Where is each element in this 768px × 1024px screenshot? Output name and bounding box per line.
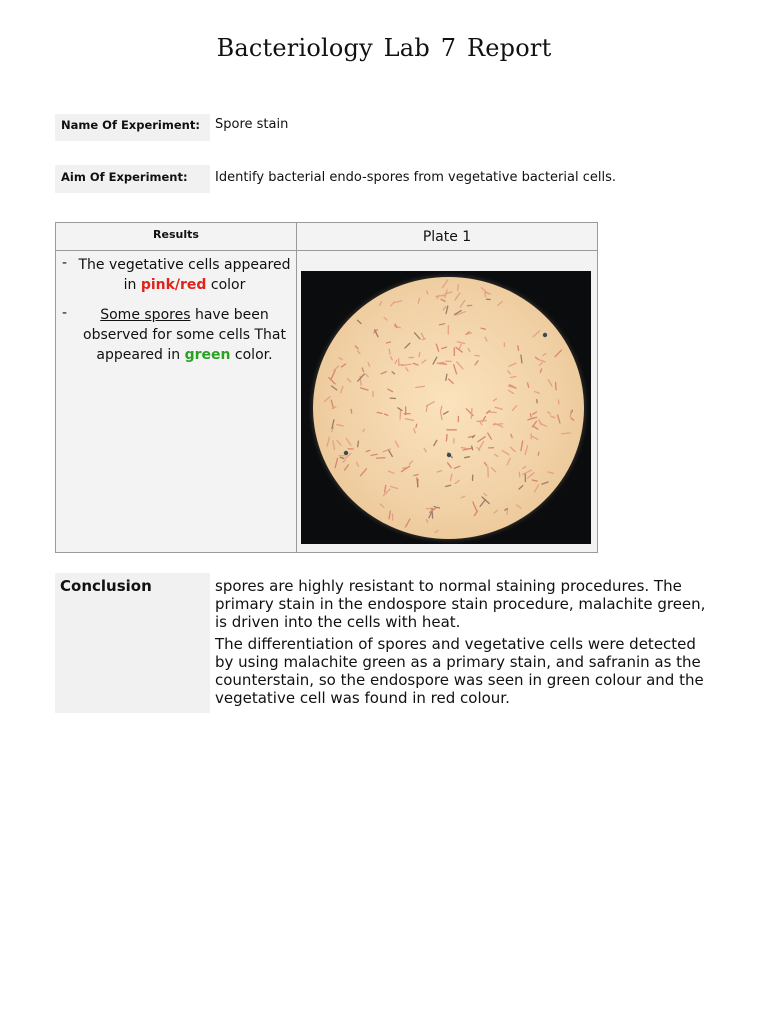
cell-mark — [555, 350, 561, 356]
cell-mark — [347, 379, 350, 382]
green-highlight: green — [184, 347, 231, 363]
cell-mark — [533, 426, 538, 429]
cell-mark — [457, 342, 464, 344]
cell-mark — [440, 324, 445, 325]
cell-mark — [389, 450, 393, 456]
spore-mark — [447, 453, 451, 457]
cell-mark — [502, 451, 509, 455]
cell-mark — [492, 468, 496, 472]
cell-mark — [388, 471, 393, 473]
cell-mark — [409, 461, 412, 464]
cell-mark — [358, 351, 360, 354]
cell-mark — [337, 424, 343, 426]
cell-mark — [532, 480, 537, 481]
cell-mark — [510, 376, 516, 377]
cell-mark — [481, 328, 485, 329]
spore-mark — [543, 333, 547, 337]
cell-mark — [437, 362, 444, 363]
cell-mark — [398, 408, 402, 411]
cell-mark — [461, 448, 466, 449]
cell-mark — [446, 306, 448, 313]
cell-mark — [339, 358, 342, 360]
cell-mark — [517, 505, 521, 508]
cell-mark — [460, 300, 465, 307]
cell-mark — [371, 454, 377, 455]
cell-mark — [535, 392, 540, 394]
cell-mark — [472, 446, 473, 450]
cell-mark — [538, 452, 539, 455]
cell-mark — [473, 502, 477, 511]
cell-mark — [405, 519, 410, 527]
cell-mark — [361, 469, 367, 476]
cell-mark — [455, 293, 460, 300]
cell-mark — [440, 406, 441, 411]
cell-mark — [363, 429, 364, 432]
cell-mark — [333, 441, 335, 450]
cell-mark — [416, 424, 417, 427]
cell-mark — [437, 471, 442, 472]
cell-mark — [365, 374, 368, 377]
result-text: color — [206, 277, 246, 293]
cell-mark — [395, 360, 396, 363]
cell-mark — [475, 361, 478, 365]
cell-mark — [523, 470, 532, 474]
plate-header: Plate 1 — [297, 223, 597, 251]
cell-mark — [427, 291, 428, 294]
cell-mark — [530, 414, 531, 417]
cell-mark — [454, 466, 460, 468]
cell-mark — [345, 465, 349, 470]
cell-mark — [459, 344, 461, 348]
cell-mark — [421, 333, 424, 338]
cell-mark — [446, 485, 451, 486]
cell-mark — [387, 342, 391, 343]
cell-mark — [327, 437, 329, 446]
cell-mark — [513, 406, 517, 411]
cell-mark — [479, 441, 483, 449]
cell-mark — [484, 462, 486, 465]
cell-mark — [457, 362, 463, 369]
cell-mark — [377, 412, 382, 413]
cell-mark — [341, 364, 345, 367]
cell-mark — [507, 458, 510, 464]
cell-mark — [484, 494, 487, 496]
cell-mark — [331, 400, 333, 408]
cell-mark — [405, 419, 413, 421]
cell-mark — [422, 360, 426, 363]
cell-mark — [509, 390, 514, 393]
stained-cells — [313, 277, 584, 539]
cell-mark — [441, 299, 445, 301]
cell-mark — [558, 415, 560, 423]
cell-mark — [405, 343, 410, 348]
cell-mark — [461, 496, 464, 497]
results-header: Results — [56, 223, 297, 251]
cell-mark — [532, 436, 537, 439]
cell-mark — [495, 454, 498, 456]
cell-mark — [444, 412, 448, 415]
cell-mark — [480, 500, 485, 507]
cell-mark — [391, 357, 393, 360]
cell-mark — [446, 374, 447, 380]
cell-mark — [521, 355, 522, 363]
cell-mark — [511, 434, 512, 437]
cell-mark — [340, 457, 343, 458]
cell-mark — [368, 363, 369, 367]
cell-mark — [389, 511, 390, 519]
results-cell — [56, 251, 297, 552]
pink-red-highlight: pink/red — [140, 277, 207, 293]
bullet-marker: - — [62, 305, 68, 321]
cell-mark — [343, 460, 346, 462]
cell-mark — [539, 360, 545, 362]
cell-mark — [356, 462, 358, 466]
cell-mark — [443, 307, 446, 310]
cell-mark — [509, 363, 516, 366]
cell-mark — [528, 383, 529, 387]
result-text: have been observed for some cells That appeared in — [83, 307, 286, 363]
cell-mark — [413, 363, 418, 365]
cell-mark — [355, 346, 358, 349]
result-text: color. — [230, 347, 273, 363]
cell-mark — [419, 353, 420, 357]
cell-mark — [346, 439, 351, 446]
spore-mark — [344, 451, 348, 455]
cell-mark — [448, 379, 453, 383]
cell-mark — [533, 331, 539, 337]
underlined-text: Some spores — [100, 307, 191, 323]
cell-mark — [436, 344, 438, 351]
cell-mark — [528, 417, 537, 420]
cell-mark — [454, 365, 457, 374]
conclusion-paragraph: spores are highly resistant to normal staining procedures. The primary stain in the endospore stain procedure, malachite green, is driven into the cells with heat. — [215, 577, 706, 631]
cell-mark — [389, 349, 390, 354]
results-table — [55, 222, 598, 553]
cell-mark — [418, 298, 419, 303]
cell-mark — [331, 386, 336, 390]
cell-mark — [485, 337, 487, 341]
cell-mark — [335, 458, 337, 467]
cell-mark — [361, 388, 368, 390]
cell-mark — [478, 437, 485, 442]
cell-mark — [539, 362, 542, 365]
cell-mark — [525, 446, 528, 455]
cell-mark — [414, 474, 418, 475]
cell-mark — [508, 371, 511, 374]
cell-mark — [532, 421, 536, 427]
cell-mark — [540, 369, 541, 372]
cell-mark — [395, 441, 398, 447]
conclusion-paragraph: The differentiation of spores and vegetative cells were detected by using malachite green as a primary stain, and safranin as the counterstain, so the endospore was seen in green colour and the vegetative cell was found in red colour. — [215, 635, 704, 707]
cell-mark — [543, 354, 546, 356]
result-text: The vegetative cells appeared in — [78, 257, 291, 293]
slide-field — [313, 277, 584, 539]
cell-mark — [455, 480, 459, 483]
cell-mark — [380, 302, 382, 305]
cell-mark — [465, 457, 470, 458]
bullet-marker: - — [62, 255, 68, 271]
cell-mark — [414, 429, 416, 433]
cell-mark — [442, 280, 447, 288]
cell-mark — [406, 368, 408, 371]
cell-mark — [358, 320, 361, 323]
name-of-experiment-label: Name Of Experiment: — [55, 114, 210, 141]
cell-mark — [448, 463, 452, 468]
result-item-spores — [76, 305, 293, 365]
name-of-experiment-value: Spore stain — [215, 117, 289, 132]
cell-mark — [435, 530, 438, 532]
cell-mark — [434, 440, 437, 445]
cell-mark — [385, 485, 386, 492]
cell-mark — [392, 372, 394, 374]
cell-mark — [528, 473, 534, 478]
cell-mark — [548, 412, 551, 414]
cell-mark — [380, 504, 383, 507]
cell-mark — [362, 368, 363, 372]
page-title: Bacteriology Lab 7 Report — [216, 34, 552, 62]
cell-mark — [426, 520, 428, 523]
cell-mark — [477, 421, 486, 422]
cell-mark — [474, 511, 477, 515]
cell-mark — [351, 409, 352, 413]
cell-mark — [436, 295, 445, 296]
cell-mark — [518, 346, 519, 351]
cell-mark — [468, 348, 470, 351]
cell-mark — [384, 318, 387, 321]
cell-mark — [381, 372, 386, 374]
cell-mark — [511, 447, 516, 452]
cell-mark — [424, 449, 426, 452]
cell-mark — [385, 414, 388, 415]
cell-mark — [519, 486, 523, 489]
cell-mark — [390, 486, 397, 488]
cell-mark — [542, 482, 548, 484]
cell-mark — [325, 397, 330, 402]
cell-mark — [341, 386, 343, 392]
cell-mark — [533, 412, 537, 414]
cell-mark — [441, 413, 442, 420]
cell-mark — [388, 389, 393, 391]
cell-mark — [450, 474, 451, 480]
cell-mark — [562, 433, 571, 434]
cell-mark — [366, 450, 370, 451]
aim-of-experiment-label: Aim Of Experiment: — [55, 165, 210, 193]
cell-mark — [570, 411, 571, 417]
cell-mark — [358, 441, 359, 447]
cell-mark — [334, 366, 339, 370]
cell-mark — [535, 485, 539, 492]
cell-mark — [331, 370, 335, 379]
cell-mark — [458, 285, 459, 291]
cell-mark — [337, 441, 341, 445]
cell-mark — [442, 347, 447, 348]
cell-mark — [548, 472, 553, 473]
cell-mark — [488, 433, 492, 439]
cell-mark — [494, 510, 497, 513]
cell-mark — [523, 467, 526, 469]
cell-mark — [495, 407, 502, 409]
conclusion-text — [215, 577, 715, 711]
cell-mark — [548, 380, 552, 386]
cell-mark — [498, 302, 502, 306]
cell-mark — [521, 441, 523, 451]
result-item-vegetative — [76, 255, 293, 295]
cell-mark — [416, 386, 425, 387]
cell-mark — [433, 357, 437, 364]
cell-mark — [551, 416, 555, 418]
cell-mark — [446, 435, 447, 441]
cell-mark — [415, 333, 420, 339]
cell-mark — [493, 399, 496, 401]
aim-of-experiment-value: Identify bacterial endo-spores from vegetative bacterial cells. — [215, 170, 616, 185]
cell-mark — [571, 418, 573, 420]
cell-mark — [536, 357, 539, 359]
cell-mark — [471, 408, 472, 418]
cell-mark — [394, 301, 402, 303]
conclusion-label: Conclusion — [55, 573, 210, 713]
microscope-slide-image — [301, 271, 591, 544]
